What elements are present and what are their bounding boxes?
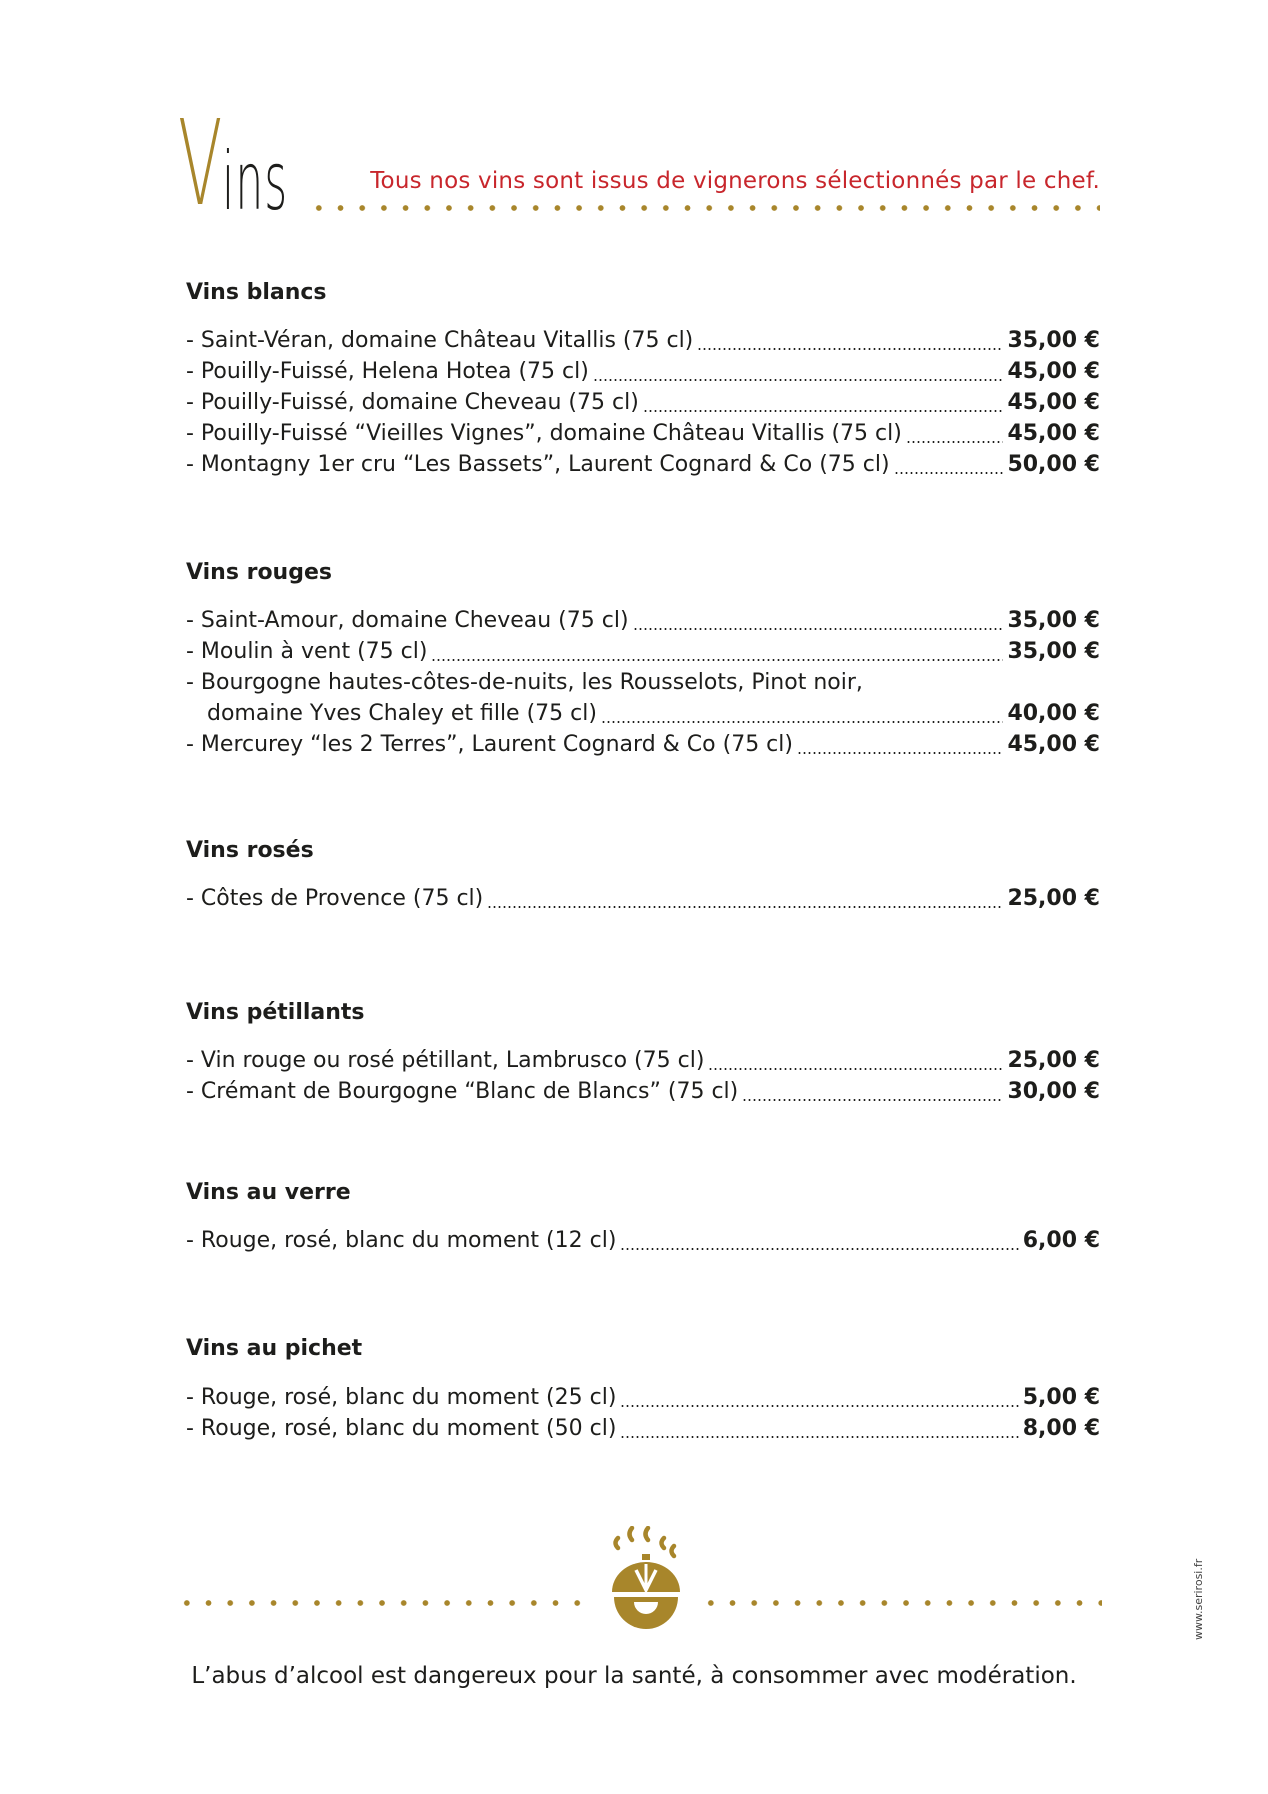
item-price: 5,00 €	[1022, 1385, 1100, 1410]
dot-leader	[797, 751, 1003, 755]
section-title-vins-petillants: Vins pétillants	[186, 1000, 365, 1025]
item-price: 45,00 €	[1007, 421, 1100, 446]
footer-dotted-divider-left	[176, 1599, 594, 1607]
item-name: - Rouge, rosé, blanc du moment (50 cl)	[186, 1416, 617, 1441]
list-item	[186, 1079, 1100, 1109]
item-price: 45,00 €	[1007, 359, 1100, 384]
dot-leader	[894, 471, 1004, 475]
item-name: - Bourgogne hautes-côtes-de-nuits, les Rousselots, Pinot noir,	[186, 670, 863, 695]
page-subtitle: Tous nos vins sont issus de vignerons sélectionnés par le chef.	[370, 168, 1100, 194]
item-price: 6,00 €	[1022, 1228, 1100, 1253]
side-credit: www.serirosi.fr	[1192, 1558, 1205, 1640]
item-price: 45,00 €	[1007, 390, 1100, 415]
page-title-rest: ins	[222, 135, 289, 228]
item-name: - Vin rouge ou rosé pétillant, Lambrusco (75 cl)	[186, 1048, 705, 1073]
dot-leader	[431, 658, 1003, 662]
list-item	[186, 608, 1100, 638]
section-title-vins-au-pichet: Vins au pichet	[186, 1336, 363, 1361]
dot-leader	[620, 1247, 1018, 1251]
item-name: - Crémant de Bourgogne “Blanc de Blancs” (75 cl)	[186, 1079, 739, 1104]
item-price: 45,00 €	[1007, 732, 1100, 757]
item-price: 25,00 €	[1007, 1048, 1100, 1073]
list-item	[186, 639, 1100, 669]
dot-leader	[593, 378, 1004, 382]
item-price: 50,00 €	[1007, 452, 1100, 477]
list-item	[186, 670, 1100, 700]
dot-leader	[633, 627, 1004, 631]
item-price: 35,00 €	[1007, 639, 1100, 664]
item-price: 30,00 €	[1007, 1079, 1100, 1104]
item-name: - Rouge, rosé, blanc du moment (12 cl)	[186, 1228, 617, 1253]
section-title-vins-rouges: Vins rouges	[186, 560, 332, 585]
list-item	[186, 452, 1100, 482]
item-price: 40,00 €	[1007, 701, 1100, 726]
list-item	[186, 1385, 1100, 1415]
list-item	[186, 1048, 1100, 1078]
list-item	[186, 328, 1100, 358]
item-name: - Pouilly-Fuissé, Helena Hotea (75 cl)	[186, 359, 589, 384]
section-title-vins-blancs: Vins blancs	[186, 280, 327, 305]
item-name: - Côtes de Provence (75 cl)	[186, 886, 484, 911]
dot-leader	[620, 1404, 1018, 1408]
item-name: - Saint-Véran, domaine Château Vitallis (75 cl)	[186, 328, 694, 353]
list-item	[186, 732, 1100, 762]
alcohol-warning: L’abus d’alcool est dangereux pour la santé, à consommer avec modération.	[191, 1663, 1077, 1689]
list-item	[186, 359, 1100, 389]
item-price: 35,00 €	[1007, 328, 1100, 353]
list-item	[186, 1416, 1100, 1446]
item-name: - Montagny 1er cru “Les Bassets”, Laurent Cognard & Co (75 cl)	[186, 452, 890, 477]
footer-dotted-divider-right	[700, 1599, 1102, 1607]
item-price: 8,00 €	[1022, 1416, 1100, 1441]
list-item	[186, 886, 1100, 916]
item-name: domaine Yves Chaley et fille (75 cl)	[207, 701, 597, 726]
header-dotted-divider	[308, 204, 1100, 212]
dot-leader	[697, 347, 1003, 351]
cloche-icon	[606, 1526, 686, 1630]
dot-leader	[742, 1098, 1003, 1102]
section-title-vins-roses: Vins rosés	[186, 838, 314, 863]
section-title-vins-au-verre: Vins au verre	[186, 1180, 351, 1205]
item-name: - Pouilly-Fuissé, domaine Cheveau (75 cl)	[186, 390, 639, 415]
dot-leader	[708, 1067, 1003, 1071]
dot-leader	[487, 905, 1003, 909]
list-item	[186, 390, 1100, 420]
item-name: - Pouilly-Fuissé “Vieilles Vignes”, domaine Château Vitallis (75 cl)	[186, 421, 902, 446]
item-name: - Mercurey “les 2 Terres”, Laurent Cognard & Co (75 cl)	[186, 732, 793, 757]
dot-leader	[620, 1435, 1018, 1439]
dot-leader	[906, 440, 1004, 444]
dot-leader	[643, 409, 1004, 413]
list-item-continuation	[207, 701, 1100, 731]
item-price: 25,00 €	[1007, 886, 1100, 911]
list-item	[186, 421, 1100, 451]
item-name: - Saint-Amour, domaine Cheveau (75 cl)	[186, 608, 629, 633]
page-title-initial: V	[178, 94, 222, 232]
list-item	[186, 1228, 1100, 1258]
item-name: - Moulin à vent (75 cl)	[186, 639, 428, 664]
dot-leader	[601, 720, 1003, 724]
item-price: 35,00 €	[1007, 608, 1100, 633]
item-name: - Rouge, rosé, blanc du moment (25 cl)	[186, 1385, 617, 1410]
